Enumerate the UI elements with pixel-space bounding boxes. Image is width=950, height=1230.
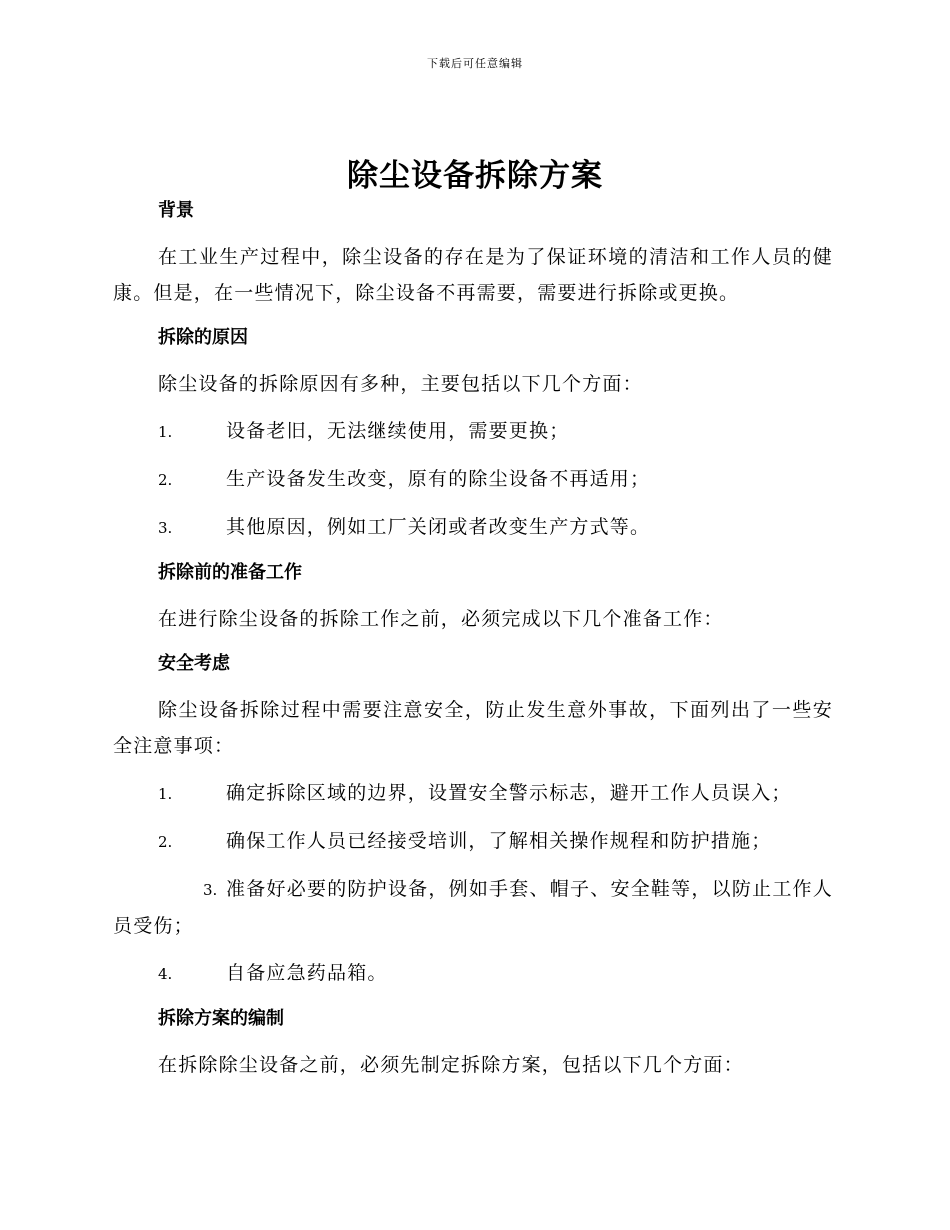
list-item (113, 461, 833, 498)
list-item-number: 4. (158, 965, 173, 983)
list-item-text: 其他原因，例如工厂关闭或者改变生产方式等。 (226, 516, 651, 538)
section-heading-background: 背景 (158, 200, 194, 221)
list-item-number: 1. (158, 785, 173, 803)
list-item-number: 1. (158, 423, 173, 441)
background-paragraph: 在工业生产过程中，除尘设备的存在是为了保证环境的清洁和工作人员的健康。但是，在一些情况下，除尘设备不再需要，需要进行拆除或更换。 (113, 246, 833, 304)
preparation-intro: 在进行除尘设备的拆除工作之前，必须完成以下几个准备工作： (158, 608, 724, 630)
plan-intro: 在拆除除尘设备之前，必须先制定拆除方案，包括以下几个方面： (158, 1054, 744, 1076)
list-item-text: 设备老旧，无法继续使用，需要更换； (226, 420, 570, 442)
page-header-note: 下载后可任意编辑 (427, 57, 523, 70)
list-item (113, 955, 833, 992)
list-item-text: 确定拆除区域的边界，设置安全警示标志，避开工作人员误入； (226, 782, 792, 804)
document-body (113, 195, 833, 1083)
list-item-text: 生产设备发生改变，原有的除尘设备不再适用； (226, 468, 651, 490)
document-title: 除尘设备拆除方案 (347, 158, 603, 194)
section-heading-plan: 拆除方案的编制 (158, 1008, 284, 1029)
list-item-text: 自备应急药品箱。 (226, 962, 388, 984)
list-item-number: 2. (158, 471, 173, 489)
list-item-number: 2. (158, 833, 173, 851)
list-item-number: 3. (203, 881, 218, 899)
list-item-number: 3. (158, 519, 173, 537)
section-heading-preparation: 拆除前的准备工作 (158, 562, 302, 583)
section-heading-reasons: 拆除的原因 (158, 327, 248, 348)
list-item-text: 准备好必要的防护设备，例如手套、帽子、安全鞋等，以防止工作人员受伤； (113, 878, 833, 937)
list-item (113, 871, 833, 944)
safety-intro: 除尘设备拆除过程中需要注意安全，防止发生意外事故，下面列出了一些安全注意事项： (113, 699, 833, 757)
list-item (113, 413, 833, 450)
list-item-text: 确保工作人员已经接受培训，了解相关操作规程和防护措施； (226, 830, 772, 852)
list-item (113, 823, 833, 860)
section-heading-safety: 安全考虑 (158, 653, 230, 674)
list-item (113, 509, 833, 546)
list-item (113, 775, 833, 812)
reasons-intro: 除尘设备的拆除原因有多种，主要包括以下几个方面： (158, 373, 643, 395)
